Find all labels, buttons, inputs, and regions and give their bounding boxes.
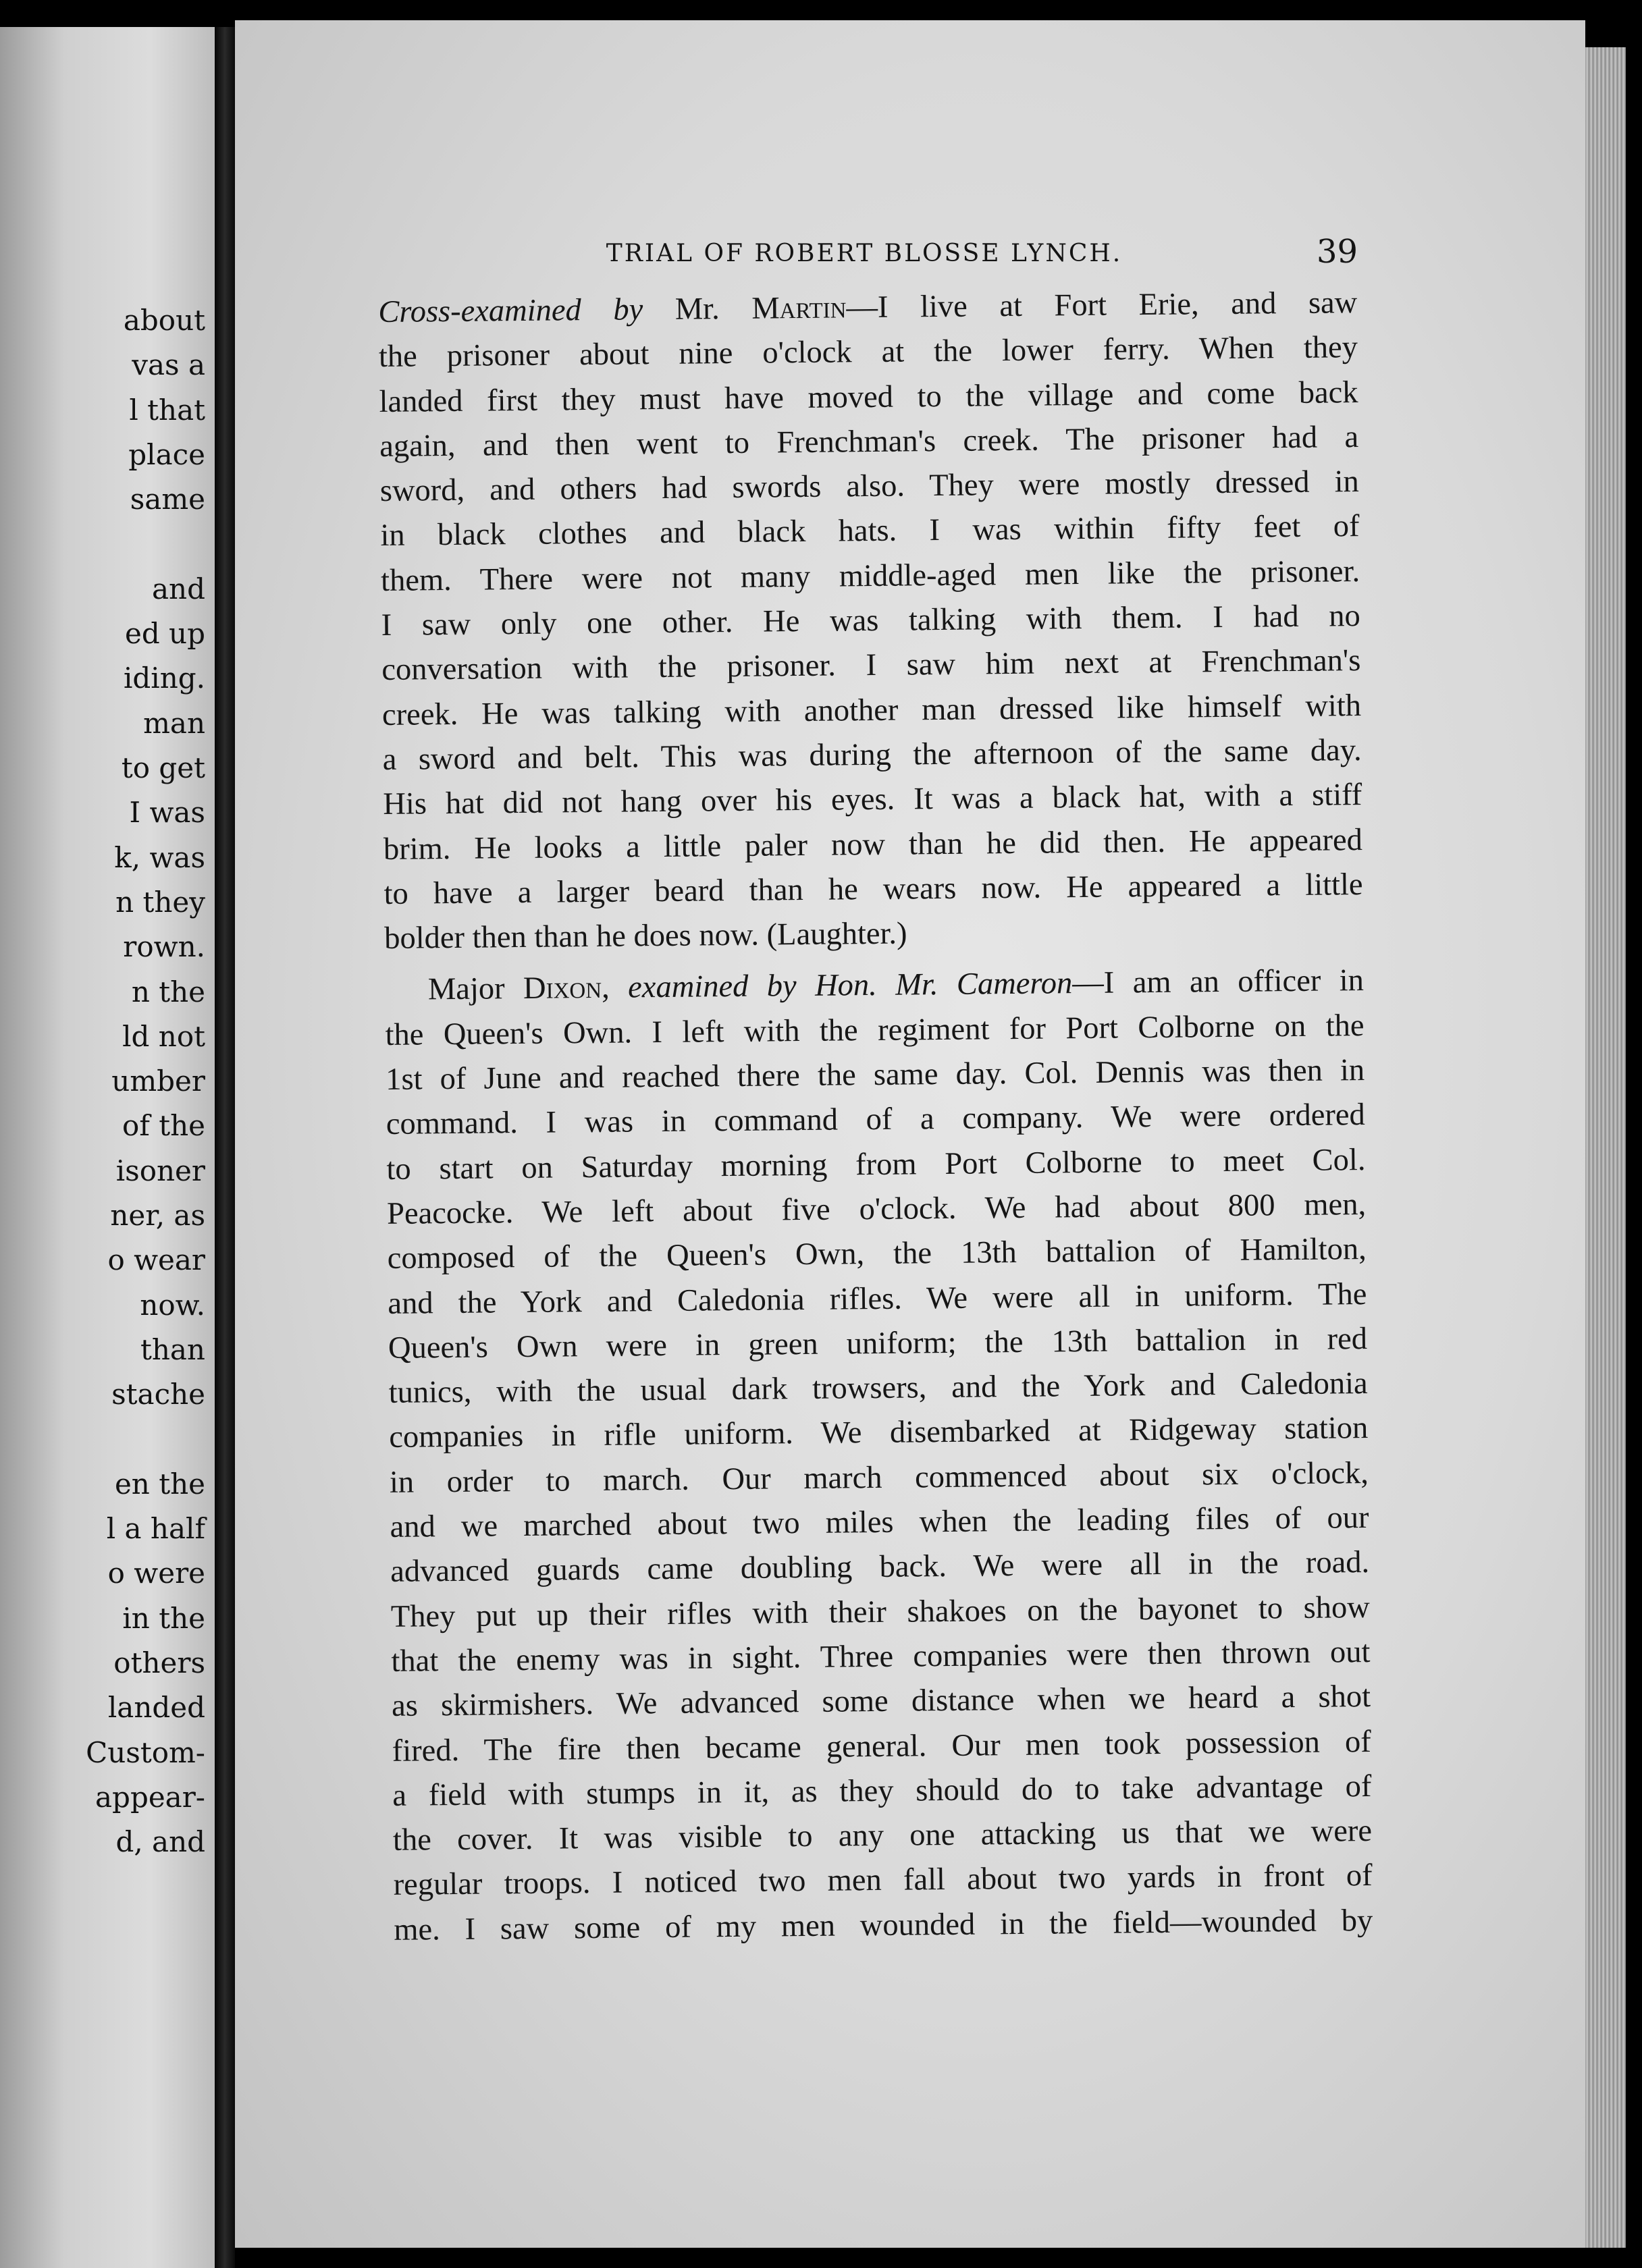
text-run: Queen's Own were in green uniform; the 13th battalion in red xyxy=(388,1321,1368,1366)
text-run: sword, and others had swords also. They were mostly dressed in xyxy=(379,464,1360,509)
left-page-fragment: of the xyxy=(122,1109,205,1143)
text-run: 1st of June and reached there the same day. Col. Dennis was then in xyxy=(385,1053,1365,1097)
left-page-fragment: Custom- xyxy=(86,1735,205,1769)
text-run: bolder then than he does now. (Laughter.) xyxy=(383,916,907,956)
text-run: as skirmishers. We advanced some distance when we heard a shot xyxy=(391,1679,1371,1724)
text-run: examined by Hon. Mr. Cameron xyxy=(627,966,1073,1005)
text-run: companies in rifle uniform. We disembarked at Ridgeway station xyxy=(389,1411,1369,1455)
text-run: conversation with the prisoner. I saw him next at Frenchman's xyxy=(381,643,1361,688)
left-page-fragment: isoner xyxy=(115,1154,205,1187)
text-run: a sword and belt. This was during the afternoon of the same day. xyxy=(382,733,1362,777)
page-edges xyxy=(1585,47,1626,2248)
text-run: advanced guards came doubling back. We were all in the road. xyxy=(390,1545,1370,1590)
left-page-fragment: I was xyxy=(129,796,205,830)
text-run: the prisoner about nine o'clock at the lower ferry. When they xyxy=(378,330,1358,375)
text-run: , xyxy=(601,970,629,1006)
left-page-fragment: iding. xyxy=(123,662,205,695)
left-page-fragment: in the xyxy=(122,1601,205,1635)
text-run: in black clothes and black hats. I was within fifty feet of xyxy=(380,509,1360,554)
left-page-fragment: same xyxy=(130,483,205,516)
text-run: regular troops. I noticed two men fall about two yards in front of xyxy=(393,1858,1373,1903)
text-run: the Queen's Own. I left with the regiment for Port Colborne on the xyxy=(385,1008,1365,1052)
left-page-fragment: appear- xyxy=(95,1780,205,1814)
text-line xyxy=(394,1899,1373,1953)
text-run: Martin xyxy=(751,290,847,326)
left-page-fragment: man xyxy=(143,706,205,740)
left-page-fragment: l a half xyxy=(106,1512,205,1546)
text-run: and the York and Caledonia rifles. We were all in uniform. The xyxy=(388,1276,1367,1321)
left-page-fragment: rown. xyxy=(123,930,205,964)
text-run: Cross-examined by xyxy=(378,292,643,329)
left-page-fragment: landed xyxy=(107,1691,205,1725)
text-run: Peacocke. We left about five o'clock. We had about 800 men, xyxy=(386,1187,1367,1231)
text-run: —I am an officer in xyxy=(1072,963,1365,1001)
text-run: fired. The fire then became general. Our men took possession of xyxy=(392,1724,1371,1769)
text-run: that the enemy was in sight. Three companies were then thrown out xyxy=(391,1634,1371,1679)
body-text xyxy=(378,281,1373,1953)
left-facing-page xyxy=(0,27,215,2268)
text-run: a field with stumps in it, as they should do to take advantage of xyxy=(392,1769,1372,1813)
left-page-fragment: vas a xyxy=(132,348,205,382)
text-run: They put up their rifles with their shakoes on the bayonet to show xyxy=(390,1590,1371,1634)
left-page-fragment: about xyxy=(123,304,205,337)
text-run: tunics, with the usual dark trowsers, and the York and Caledonia xyxy=(388,1366,1368,1411)
paragraph xyxy=(385,959,1373,1952)
text-run: His hat did not hang over his eyes. It was a black hat, with a stiff xyxy=(383,778,1362,822)
text-run: landed first they must have moved to the village and come back xyxy=(379,375,1358,419)
running-head: TRIAL OF ROBERT BLOSSE LYNCH. xyxy=(606,240,1123,267)
text-run: in order to march. Our march commenced about six o'clock, xyxy=(389,1455,1369,1500)
text-run: —I live at Fort Erie, and saw xyxy=(846,286,1358,325)
left-page-fragment: now. xyxy=(140,1288,205,1322)
text-run: the cover. It was visible to any one attacking us that we were xyxy=(392,1814,1373,1858)
left-page-fragment: and xyxy=(152,572,205,605)
left-page-fragment: o wear xyxy=(107,1243,205,1277)
left-page-fragment: than xyxy=(140,1332,205,1366)
left-page-fragment: o were xyxy=(107,1557,205,1590)
text-run: to have a larger beard than he wears now. He appeared a little xyxy=(383,867,1363,911)
left-page-fragment: ld not xyxy=(122,1019,205,1053)
left-page-fragment: stache xyxy=(111,1378,205,1411)
text-run: brim. He looks a little paler now than he did then. He appeared xyxy=(383,822,1363,867)
paragraph xyxy=(378,281,1363,961)
left-page-fragment: n the xyxy=(131,975,205,1008)
text-run: them. There were not many middle-aged men like the prisoner. xyxy=(380,554,1360,598)
left-page-fragment: ed up xyxy=(124,617,205,651)
text-run: composed of the Queen's Own, the 13th battalion of Hamilton, xyxy=(387,1232,1367,1276)
page-number: 39 xyxy=(1317,233,1358,271)
left-page-fragment: n they xyxy=(115,885,205,919)
text-run: Dixon xyxy=(523,971,602,1006)
left-page-fragment: to get xyxy=(121,751,205,784)
text-line xyxy=(383,863,1363,917)
left-page-fragment: d, and xyxy=(115,1825,205,1859)
text-run: Major xyxy=(427,971,524,1007)
left-page-fragment: others xyxy=(113,1646,205,1679)
left-page-fragment: l that xyxy=(129,393,205,427)
text-run: I saw only one other. He was talking with them. I had no xyxy=(381,599,1360,643)
book-gutter xyxy=(215,27,235,2268)
left-page-fragment: en the xyxy=(114,1467,205,1501)
text-run: me. I saw some of my men wounded in the field—wounded by xyxy=(394,1903,1373,1947)
left-page-fragment: umber xyxy=(111,1064,205,1098)
left-page-fragment: place xyxy=(128,437,205,471)
text-run: and we marched about two miles when the leading files of our xyxy=(390,1501,1369,1544)
left-page-fragment: ner, as xyxy=(110,1199,205,1232)
text-run: command. I was in command of a company. We were ordered xyxy=(386,1098,1366,1142)
left-page-fragment: k, was xyxy=(114,840,205,874)
text-run: to start on Saturday morning from Port Colborne to meet Col. xyxy=(386,1142,1366,1187)
text-run: creek. He was talking with another man dressed like himself with xyxy=(381,688,1362,732)
text-run: Mr. xyxy=(643,291,752,327)
text-run: again, and then went to Frenchman's creek. The prisoner had a xyxy=(379,419,1359,464)
